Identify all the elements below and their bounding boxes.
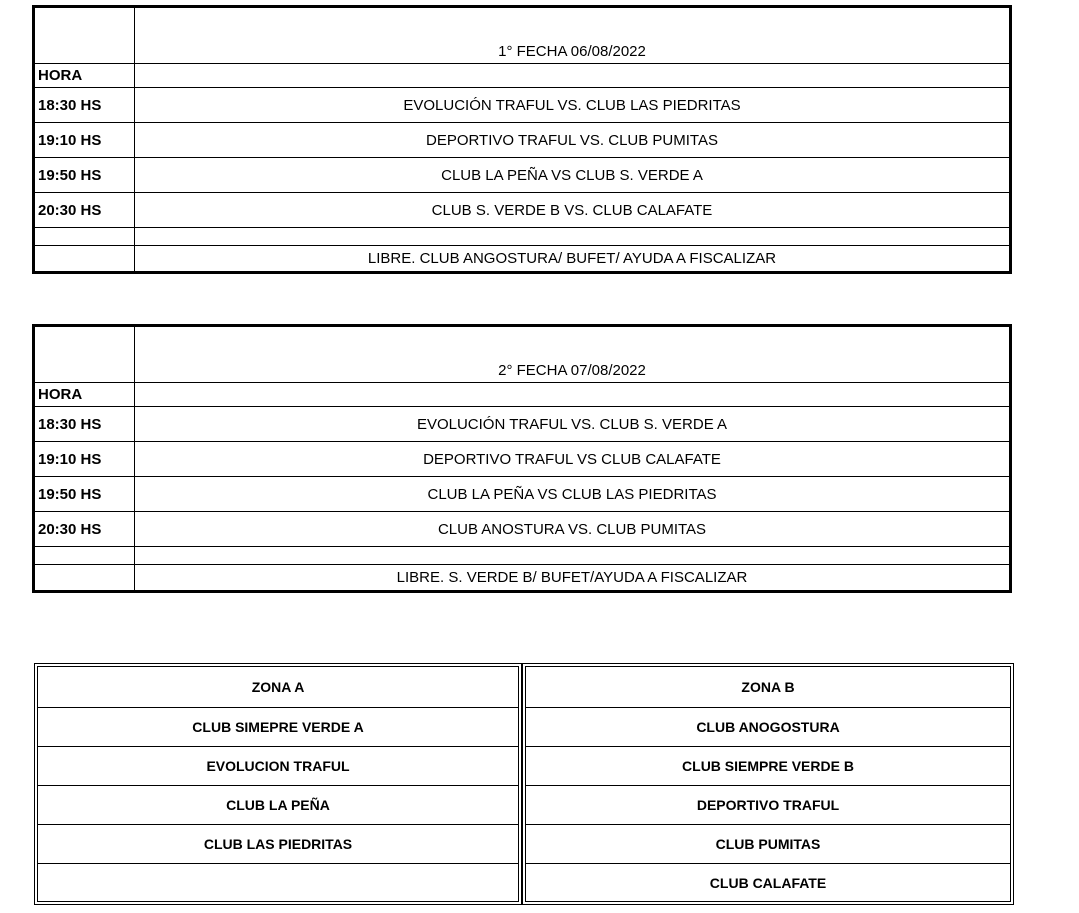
match-time: 20:30 HS [35,193,135,227]
fecha-1-title-row [35,8,1009,63]
hora-label: HORA [35,64,135,87]
zona-a-club [38,863,518,902]
zona-b-header: ZONA B [741,679,795,695]
match-row [35,192,1009,227]
match-time: 20:30 HS [35,512,135,546]
zonas-table [34,663,1014,905]
zona-a-club: CLUB SIMEPRE VERDE A [38,707,518,746]
zona-b-club: CLUB CALAFATE [526,863,1010,902]
match-teams: DEPORTIVO TRAFUL VS CLUB CALAFATE [423,450,721,468]
match-row [35,87,1009,122]
empty-cell [135,228,1009,245]
match-row [35,476,1009,511]
match-teams: CLUB LA PEÑA VS CLUB S. VERDE A [441,166,703,184]
empty-cell [35,8,135,63]
empty-cell [35,246,135,271]
match-time: 19:10 HS [35,442,135,476]
match-time: 19:10 HS [35,123,135,157]
match-teams: EVOLUCIÓN TRAFUL VS. CLUB LAS PIEDRITAS [403,96,741,114]
zona-b-club: CLUB SIEMPRE VERDE B [526,746,1010,785]
match-teams: CLUB ANOSTURA VS. CLUB PUMITAS [437,520,707,538]
hora-header-row [35,382,1009,406]
fecha-2-title: 2° FECHA 07/08/2022 [498,362,646,379]
empty-cell [35,228,135,245]
zona-b-club: CLUB ANOGOSTURA [526,707,1010,746]
match-time: 18:30 HS [35,88,135,122]
empty-cell [135,383,1009,406]
match-row [35,157,1009,192]
match-teams: CLUB S. VERDE B VS. CLUB CALAFATE [431,201,713,219]
libre-note: LIBRE. CLUB ANGOSTURA/ BUFET/ AYUDA A FISCALIZAR [367,250,777,267]
empty-row [35,546,1009,564]
empty-cell [135,547,1009,564]
match-teams: DEPORTIVO TRAFUL VS. CLUB PUMITAS [425,131,718,149]
zona-a-column [34,663,522,905]
libre-row [35,245,1009,271]
zona-b-column [522,663,1014,905]
libre-note: LIBRE. S. VERDE B/ BUFET/AYUDA A FISCALIZAR [396,569,748,586]
empty-cell [35,547,135,564]
hora-label: HORA [35,383,135,406]
fecha-2-title-row [35,327,1009,382]
match-row [35,122,1009,157]
match-row [35,511,1009,546]
empty-row [35,227,1009,245]
match-row [35,406,1009,441]
empty-cell [135,64,1009,87]
fecha-2-table [32,324,1012,593]
empty-cell [35,327,135,382]
match-time: 19:50 HS [35,477,135,511]
zona-b-club: DEPORTIVO TRAFUL [526,785,1010,824]
zona-a-club: CLUB LAS PIEDRITAS [38,824,518,863]
match-time: 18:30 HS [35,407,135,441]
hora-header-row [35,63,1009,87]
zona-a-header: ZONA A [251,679,305,695]
match-row [35,441,1009,476]
zona-a-club: EVOLUCION TRAFUL [38,746,518,785]
match-time: 19:50 HS [35,158,135,192]
libre-row [35,564,1009,590]
match-teams: CLUB LA PEÑA VS CLUB LAS PIEDRITAS [427,485,717,503]
zona-a-club: CLUB LA PEÑA [38,785,518,824]
match-teams: EVOLUCIÓN TRAFUL VS. CLUB S. VERDE A [416,415,728,433]
zona-b-club: CLUB PUMITAS [526,824,1010,863]
fecha-1-title: 1° FECHA 06/08/2022 [498,43,646,60]
empty-cell [35,565,135,590]
fecha-1-table [32,5,1012,274]
